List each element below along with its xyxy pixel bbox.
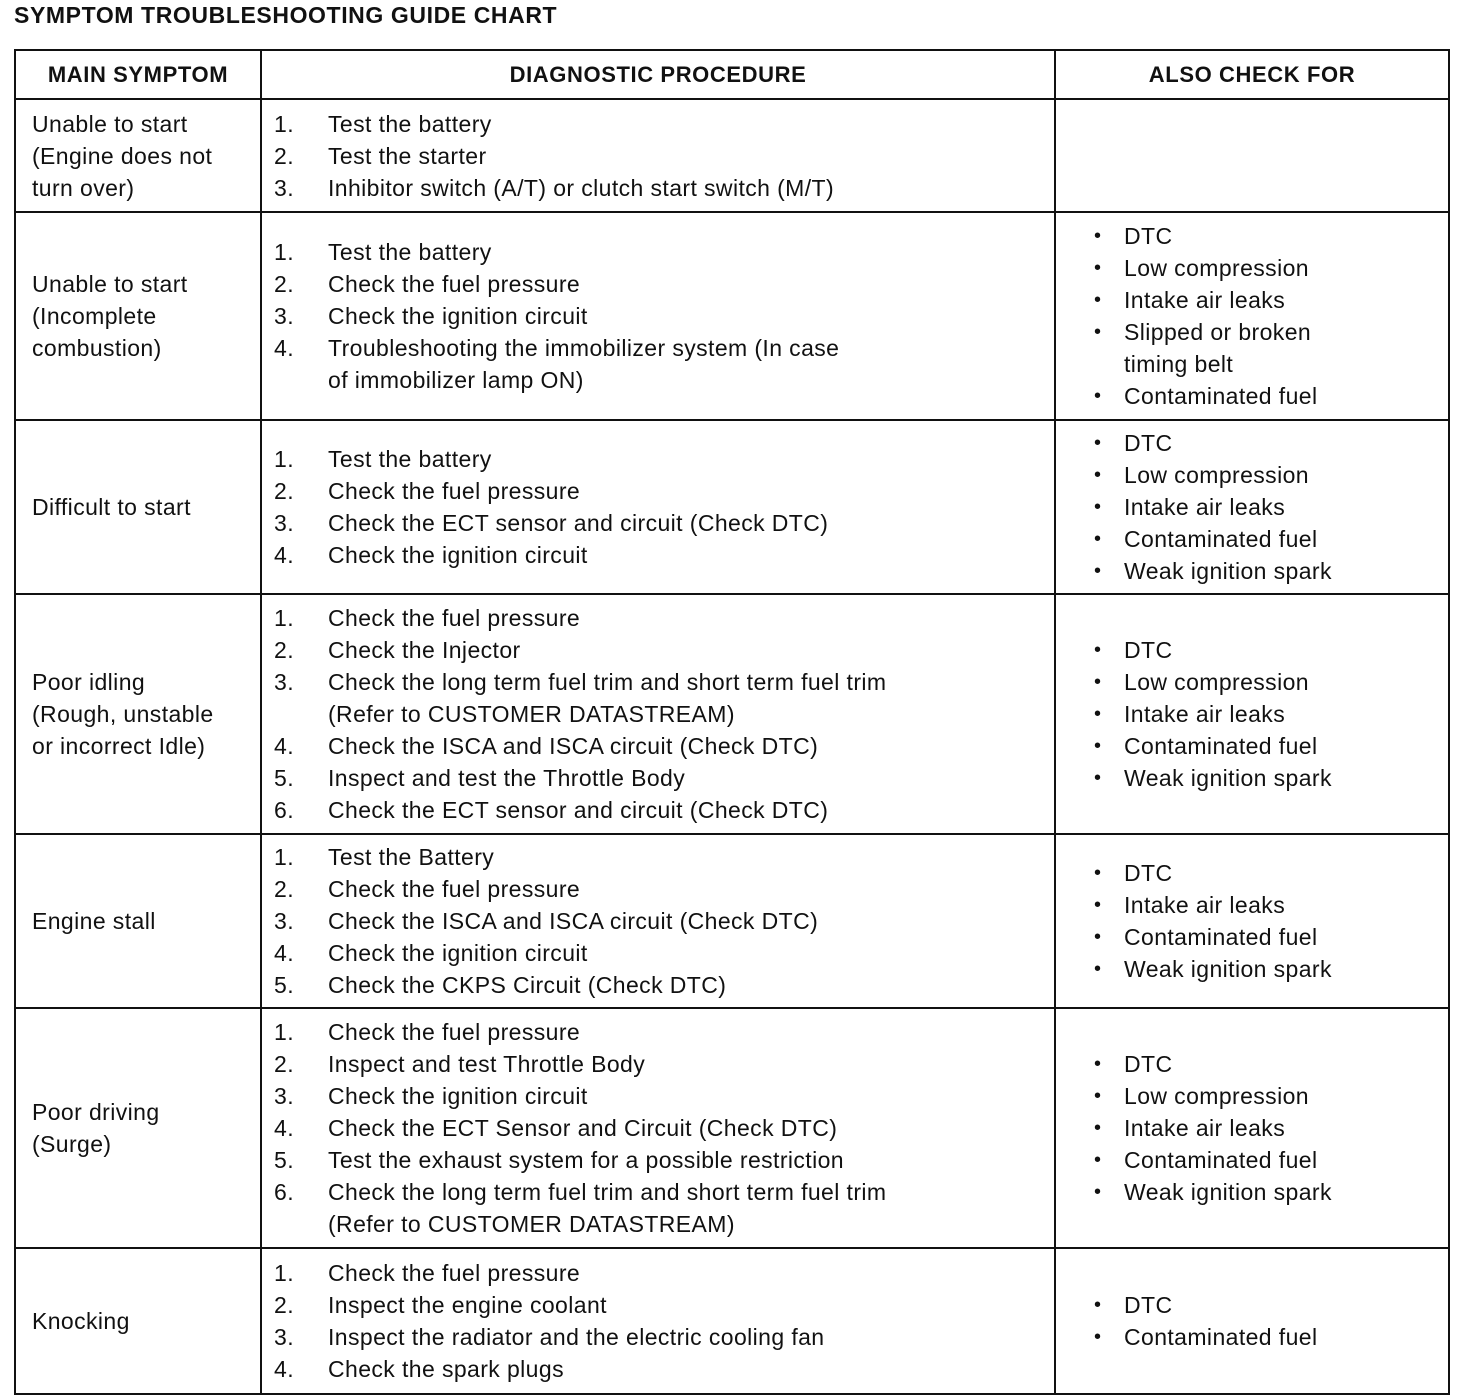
step-text: Check the CKPS Circuit (Check DTC) [328, 972, 727, 998]
check-item [1094, 316, 1448, 380]
symptom-cell [15, 1008, 261, 1248]
bullet-icon: • [1094, 432, 1102, 454]
check-item-text: Contaminated fuel [1124, 526, 1318, 552]
check-item-text: DTC [1124, 430, 1173, 456]
step-text: Test the battery [328, 446, 492, 472]
procedure-step [274, 1176, 1054, 1240]
check-item-text: Intake air leaks [1124, 494, 1286, 520]
procedure-step [274, 300, 1054, 332]
procedure-step [274, 969, 1054, 1001]
symptom-text: Unable to start (Incomplete combustion) [32, 271, 188, 361]
check-item-text: Weak ignition spark [1124, 1179, 1332, 1205]
procedure-step [274, 108, 1054, 140]
symptom-text: Poor idling (Rough, unstable or incorrect Idle) [32, 669, 214, 759]
procedure-step [274, 841, 1054, 873]
also-check-cell [1055, 834, 1449, 1008]
procedure-step [274, 236, 1054, 268]
step-number: 2. [274, 637, 294, 663]
step-number: 3. [274, 1083, 294, 1109]
procedure-cell [261, 1008, 1055, 1248]
procedure-step [274, 1112, 1054, 1144]
procedure-step [274, 794, 1054, 826]
step-number: 1. [274, 110, 294, 137]
check-item [1094, 1321, 1448, 1353]
step-number: 4. [274, 542, 294, 568]
check-item-text: Weak ignition spark [1124, 765, 1332, 791]
check-item [1094, 953, 1448, 985]
check-item [1094, 220, 1448, 252]
check-item [1094, 1112, 1448, 1144]
step-text: Inspect the radiator and the electric cooling fan [328, 1324, 825, 1350]
procedure-step [274, 730, 1054, 762]
procedure-step [274, 268, 1054, 300]
bullet-icon: • [1094, 1085, 1102, 1107]
step-text: Inspect and test the Throttle Body [328, 765, 686, 791]
symptom-text: Poor driving (Surge) [32, 1099, 160, 1157]
check-item [1094, 1080, 1448, 1112]
step-text: Inspect the engine coolant [328, 1292, 607, 1318]
bullet-icon: • [1094, 767, 1102, 789]
check-item [1094, 555, 1448, 587]
symptom-cell [15, 212, 261, 420]
check-item [1094, 459, 1448, 491]
table-row [15, 420, 1449, 594]
procedure-step [274, 1257, 1054, 1289]
step-text: Check the fuel pressure [328, 876, 581, 902]
step-text: Check the ignition circuit [328, 542, 588, 568]
symptom-text: Unable to start (Engine does not turn over) [32, 110, 213, 201]
step-number: 6. [274, 797, 294, 823]
bullet-icon: • [1094, 862, 1102, 884]
bullet-icon: • [1094, 528, 1102, 550]
step-number: 4. [274, 733, 294, 759]
procedure-cell [261, 99, 1055, 212]
step-number: 3. [274, 908, 294, 934]
step-text: Check the long term fuel trim and short term fuel trim (Refer to CUSTOMER DATASTREAM) [328, 669, 887, 727]
step-text: Check the fuel pressure [328, 605, 581, 631]
procedure-step [274, 1080, 1054, 1112]
check-item [1094, 523, 1448, 555]
procedure-step [274, 140, 1054, 172]
step-text: Check the fuel pressure [328, 271, 581, 297]
check-item-text: DTC [1124, 223, 1173, 249]
step-text: Check the long term fuel trim and short term fuel trim (Refer to CUSTOMER DATASTREAM) [328, 1179, 887, 1237]
check-item [1094, 921, 1448, 953]
table-row [15, 212, 1449, 420]
procedure-step [274, 1353, 1054, 1385]
check-item-text: DTC [1124, 637, 1173, 663]
step-number: 2. [274, 1292, 294, 1318]
step-number: 1. [274, 446, 294, 472]
procedure-step [274, 602, 1054, 634]
step-text: Troubleshooting the immobilizer system (In case of immobilizer lamp ON) [328, 335, 840, 393]
check-item-text: Weak ignition spark [1124, 956, 1332, 982]
check-item-text: Low compression [1124, 255, 1309, 281]
bullet-icon: • [1094, 1117, 1102, 1139]
step-text: Check the fuel pressure [328, 478, 581, 504]
step-text: Check the ECT sensor and circuit (Check DTC) [328, 510, 829, 536]
check-item [1094, 1048, 1448, 1080]
bullet-icon: • [1094, 926, 1102, 948]
step-text: Test the starter [328, 142, 487, 169]
check-item-text: Contaminated fuel [1124, 1324, 1318, 1350]
symptom-cell [15, 99, 261, 212]
bullet-icon: • [1094, 735, 1102, 757]
procedure-step [274, 634, 1054, 666]
procedure-step [274, 332, 1054, 396]
table-row [15, 594, 1449, 834]
also-check-cell [1055, 1008, 1449, 1248]
step-text: Check the spark plugs [328, 1356, 564, 1382]
bullet-icon: • [1094, 639, 1102, 661]
procedure-step [274, 1144, 1054, 1176]
page-title: SYMPTOM TROUBLESHOOTING GUIDE CHART [14, 2, 558, 28]
check-item-text: Contaminated fuel [1124, 733, 1318, 759]
symptom-text: Engine stall [32, 908, 156, 934]
procedure-step [274, 1289, 1054, 1321]
bullet-icon: • [1094, 560, 1102, 582]
bullet-icon: • [1094, 321, 1102, 343]
check-item [1094, 730, 1448, 762]
check-item-text: Low compression [1124, 669, 1309, 695]
bullet-icon: • [1094, 464, 1102, 486]
also-check-cell [1055, 1248, 1449, 1394]
bullet-icon: • [1094, 671, 1102, 693]
table-row [15, 1248, 1449, 1394]
step-number: 4. [274, 1115, 294, 1141]
procedure-cell [261, 834, 1055, 1008]
step-number: 5. [274, 972, 294, 998]
bullet-icon: • [1094, 1326, 1102, 1348]
table-row [15, 99, 1449, 212]
step-text: Test the exhaust system for a possible restriction [328, 1147, 844, 1173]
bullet-icon: • [1094, 958, 1102, 980]
procedure-step [274, 1321, 1054, 1353]
check-item [1094, 889, 1448, 921]
check-item [1094, 762, 1448, 794]
step-text: Check the ignition circuit [328, 303, 588, 329]
step-number: 3. [274, 174, 294, 201]
bullet-icon: • [1094, 1149, 1102, 1171]
step-text: Check the ignition circuit [328, 940, 588, 966]
step-number: 3. [274, 303, 294, 329]
bullet-icon: • [1094, 496, 1102, 518]
header-diagnostic-procedure: DIAGNOSTIC PROCEDURE [261, 50, 1055, 99]
step-text: Check the Injector [328, 637, 521, 663]
procedure-step [274, 937, 1054, 969]
table-row [15, 1008, 1449, 1248]
check-item [1094, 380, 1448, 412]
step-number: 3. [274, 1324, 294, 1350]
also-check-cell [1055, 594, 1449, 834]
step-number: 1. [274, 1019, 294, 1045]
check-item-text: DTC [1124, 860, 1173, 886]
procedure-step [274, 873, 1054, 905]
procedure-cell [261, 1248, 1055, 1394]
check-item [1094, 666, 1448, 698]
procedure-cell [261, 212, 1055, 420]
header-also-check-for: ALSO CHECK FOR [1055, 50, 1449, 99]
check-item-text: DTC [1124, 1292, 1173, 1318]
troubleshooting-table [14, 49, 1450, 1395]
symptom-cell [15, 594, 261, 834]
check-item [1094, 491, 1448, 523]
step-number: 1. [274, 239, 294, 265]
bullet-icon: • [1094, 225, 1102, 247]
also-check-cell [1055, 99, 1449, 212]
bullet-icon: • [1094, 894, 1102, 916]
step-text: Inhibitor switch (A/T) or clutch start switch (M/T) [328, 174, 835, 201]
check-item-text: Low compression [1124, 1083, 1309, 1109]
bullet-icon: • [1094, 1053, 1102, 1075]
step-number: 4. [274, 940, 294, 966]
step-text: Test the Battery [328, 844, 495, 870]
procedure-step [274, 475, 1054, 507]
check-item-text: Contaminated fuel [1124, 924, 1318, 950]
symptom-cell [15, 834, 261, 1008]
check-item [1094, 1176, 1448, 1208]
bullet-icon: • [1094, 1294, 1102, 1316]
check-item-text: Intake air leaks [1124, 1115, 1286, 1141]
step-number: 2. [274, 1051, 294, 1077]
procedure-step [274, 539, 1054, 571]
step-number: 1. [274, 844, 294, 870]
step-number: 4. [274, 335, 294, 361]
step-number: 4. [274, 1356, 294, 1382]
table-body [15, 99, 1449, 1394]
procedure-step [274, 172, 1054, 204]
step-number: 3. [274, 669, 294, 695]
procedure-step [274, 1048, 1054, 1080]
step-number: 2. [274, 478, 294, 504]
step-number: 2. [274, 271, 294, 297]
step-number: 1. [274, 605, 294, 631]
symptom-text: Difficult to start [32, 494, 191, 520]
symptom-cell [15, 420, 261, 594]
check-item [1094, 698, 1448, 730]
step-text: Check the ISCA and ISCA circuit (Check DTC) [328, 733, 819, 759]
procedure-step [274, 1016, 1054, 1048]
symptom-text: Knocking [32, 1308, 130, 1334]
step-number: 5. [274, 1147, 294, 1173]
step-text: Test the battery [328, 239, 492, 265]
procedure-step [274, 443, 1054, 475]
step-text: Check the fuel pressure [328, 1019, 581, 1045]
also-check-cell [1055, 420, 1449, 594]
step-text: Check the fuel pressure [328, 1260, 581, 1286]
step-number: 5. [274, 765, 294, 791]
step-text: Test the battery [328, 110, 492, 137]
procedure-step [274, 762, 1054, 794]
step-number: 1. [274, 1260, 294, 1286]
check-item-text: Intake air leaks [1124, 701, 1286, 727]
bullet-icon: • [1094, 1181, 1102, 1203]
check-item [1094, 634, 1448, 666]
procedure-step [274, 905, 1054, 937]
symptom-cell [15, 1248, 261, 1394]
check-item-text: Low compression [1124, 462, 1309, 488]
step-number: 3. [274, 510, 294, 536]
step-number: 2. [274, 142, 294, 169]
procedure-step [274, 507, 1054, 539]
step-text: Inspect and test Throttle Body [328, 1051, 646, 1077]
check-item-text: Weak ignition spark [1124, 558, 1332, 584]
check-item-text: Intake air leaks [1124, 287, 1286, 313]
check-item-text: DTC [1124, 1051, 1173, 1077]
procedure-step [274, 666, 1054, 730]
check-item-text: Intake air leaks [1124, 892, 1286, 918]
check-item-text: Contaminated fuel [1124, 1147, 1318, 1173]
bullet-icon: • [1094, 257, 1102, 279]
check-item [1094, 427, 1448, 459]
bullet-icon: • [1094, 703, 1102, 725]
check-item [1094, 284, 1448, 316]
header-main-symptom: MAIN SYMPTOM [15, 50, 261, 99]
header-row [15, 50, 1449, 99]
step-text: Check the ECT Sensor and Circuit (Check DTC) [328, 1115, 838, 1141]
step-text: Check the ECT sensor and circuit (Check DTC) [328, 797, 829, 823]
bullet-icon: • [1094, 289, 1102, 311]
procedure-cell [261, 420, 1055, 594]
bullet-icon: • [1094, 385, 1102, 407]
step-text: Check the ISCA and ISCA circuit (Check DTC) [328, 908, 819, 934]
check-item [1094, 252, 1448, 284]
also-check-cell [1055, 212, 1449, 420]
check-item-text: Contaminated fuel [1124, 383, 1318, 409]
check-item [1094, 1144, 1448, 1176]
check-item [1094, 857, 1448, 889]
check-item-text: Slipped or broken timing belt [1124, 319, 1312, 377]
step-text: Check the ignition circuit [328, 1083, 588, 1109]
procedure-cell [261, 594, 1055, 834]
table-row [15, 834, 1449, 1008]
check-item [1094, 1289, 1448, 1321]
step-number: 6. [274, 1179, 294, 1205]
step-number: 2. [274, 876, 294, 902]
